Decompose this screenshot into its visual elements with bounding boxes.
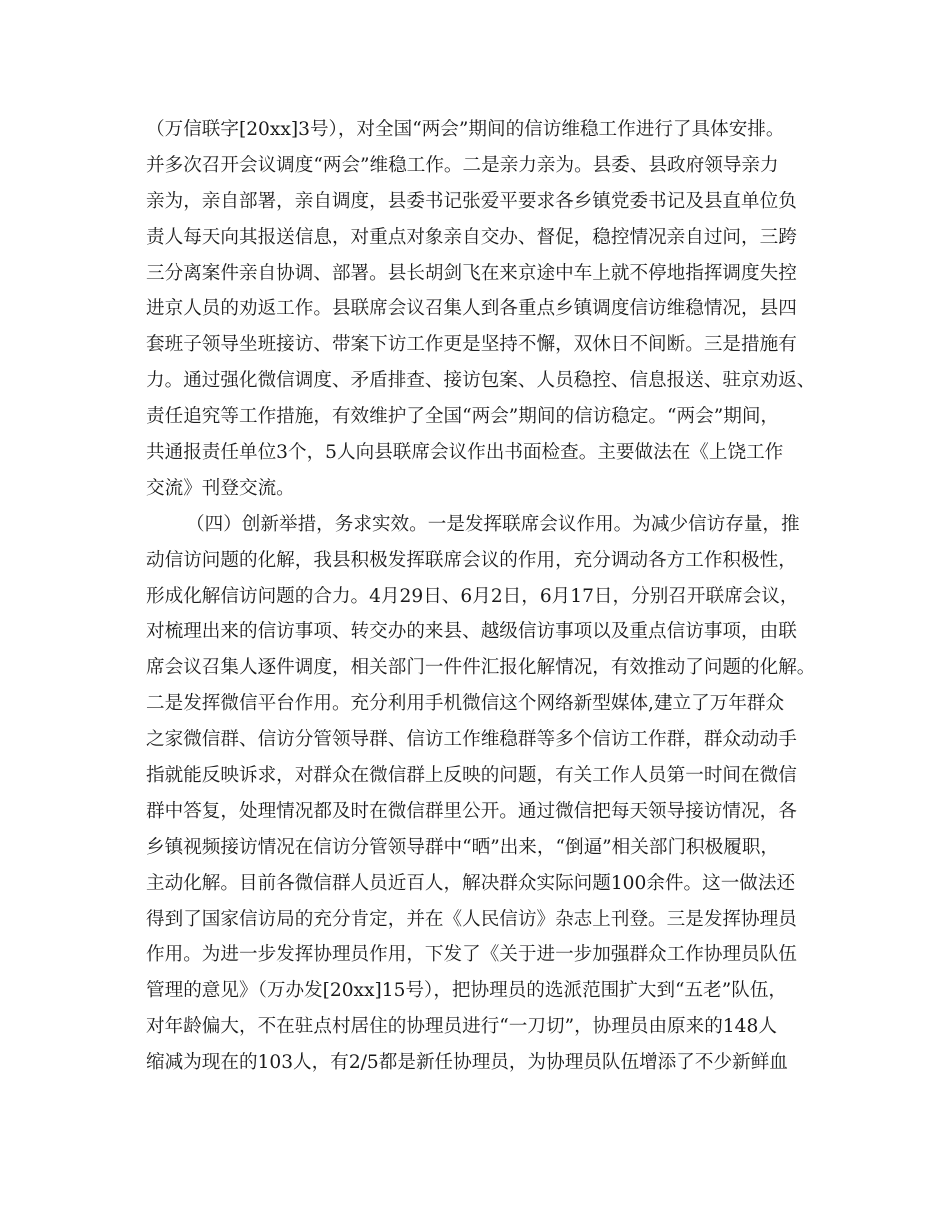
text-line: 作用。为进一步发挥协理员作用，下发了《关于进一步加强群众工作协理员队伍 [146, 944, 797, 966]
text-line: 席会议召集人逐件调度，相关部门一件件汇报化解情况，有效推动了问题的化解。 [146, 657, 816, 679]
text-line: 套班子领导坐班接访、带案下访工作更是坚持不懈，双休日不间断。三是措施有 [146, 334, 797, 356]
text-line: 力。通过强化微信调度、矛盾排查、接访包案、人员稳控、信息报送、驻京劝返、 [146, 370, 816, 392]
text-line: 亲为，亲自部署，亲自调度，县委书记张爱平要求各乡镇党委书记及县直单位负 [146, 190, 797, 212]
text-line: 动信访问题的化解，我县积极发挥联席会议的作用，充分调动各方工作积极性， [146, 549, 797, 571]
text-line: 交流》刊登交流。 [146, 477, 295, 499]
document-body [146, 112, 816, 1081]
text-line: （万信联字[20xx]3号），对全国“两会”期间的信访维稳工作进行了具体安排。 [146, 119, 785, 140]
text-line: 二是发挥微信平台作用。充分利用手机微信这个网络新型媒体,建立了万年群众 [146, 693, 785, 715]
text-line: 乡镇视频接访情况在信访分管领导群中“晒”出来，“倒逼”相关部门积极履职， [146, 836, 780, 858]
text-line: 缩减为现在的103人，有2/5都是新任协理员，为协理员队伍增添了不少新鲜血 [146, 1052, 788, 1074]
text-line: 责任追究等工作措施，有效维护了全国“两会”期间的信访稳定。“两会”期间， [146, 406, 780, 428]
text-line: 主动化解。目前各微信群人员近百人，解决群众实际问题100余件。这一做法还 [146, 872, 796, 894]
text-line: 责人每天向其报送信息，对重点对象亲自交办、督促，稳控情况亲自过问，三跨 [146, 226, 797, 248]
text-line: 管理的意见》（万办发[20xx]15号），把协理员的选派范围扩大到“五老”队伍， [146, 980, 788, 1002]
text-line: 得到了国家信访局的充分肯定，并在《人民信访》杂志上刊登。三是发挥协理员 [146, 908, 797, 930]
text-line: 并多次召开会议调度“两会”维稳工作。二是亲力亲为。县委、县政府领导亲力 [146, 154, 779, 176]
text-line: 形成化解信访问题的合力。4月29日、6月2日，6月17日，分别召开联席会议， [146, 585, 799, 607]
section-heading-line: （四）创新举措，务求实效。一是发挥联席会议作用。为减少信访存量，推 [186, 513, 800, 535]
text-line: 共通报责任单位3个，5人向县联席会议作出书面检查。主要做法在《上饶工作 [146, 442, 784, 464]
text-line: 进京人员的劝返工作。县联席会议召集人到各重点乡镇调度信访维稳情况，县四 [146, 298, 797, 320]
text-line: 群中答复，处理情况都及时在微信群里公开。通过微信把每天领导接访情况，各 [146, 800, 797, 822]
text-line: 指就能反映诉求，对群众在微信群上反映的问题，有关工作人员第一时间在微信 [146, 765, 797, 787]
text-line: 之家微信群、信访分管领导群、信访工作维稳群等多个信访工作群，群众动动手 [146, 729, 797, 751]
text-line: 对年龄偏大，不在驻点村居住的协理员进行“一刀切”，协理员由原来的148人 [146, 1016, 777, 1038]
text-line: 对梳理出来的信访事项、转交办的来县、越级信访事项以及重点信访事项，由联 [146, 621, 797, 643]
text-line: 三分离案件亲自协调、部署。县长胡剑飞在来京途中车上就不停地指挥调度失控 [146, 262, 797, 284]
